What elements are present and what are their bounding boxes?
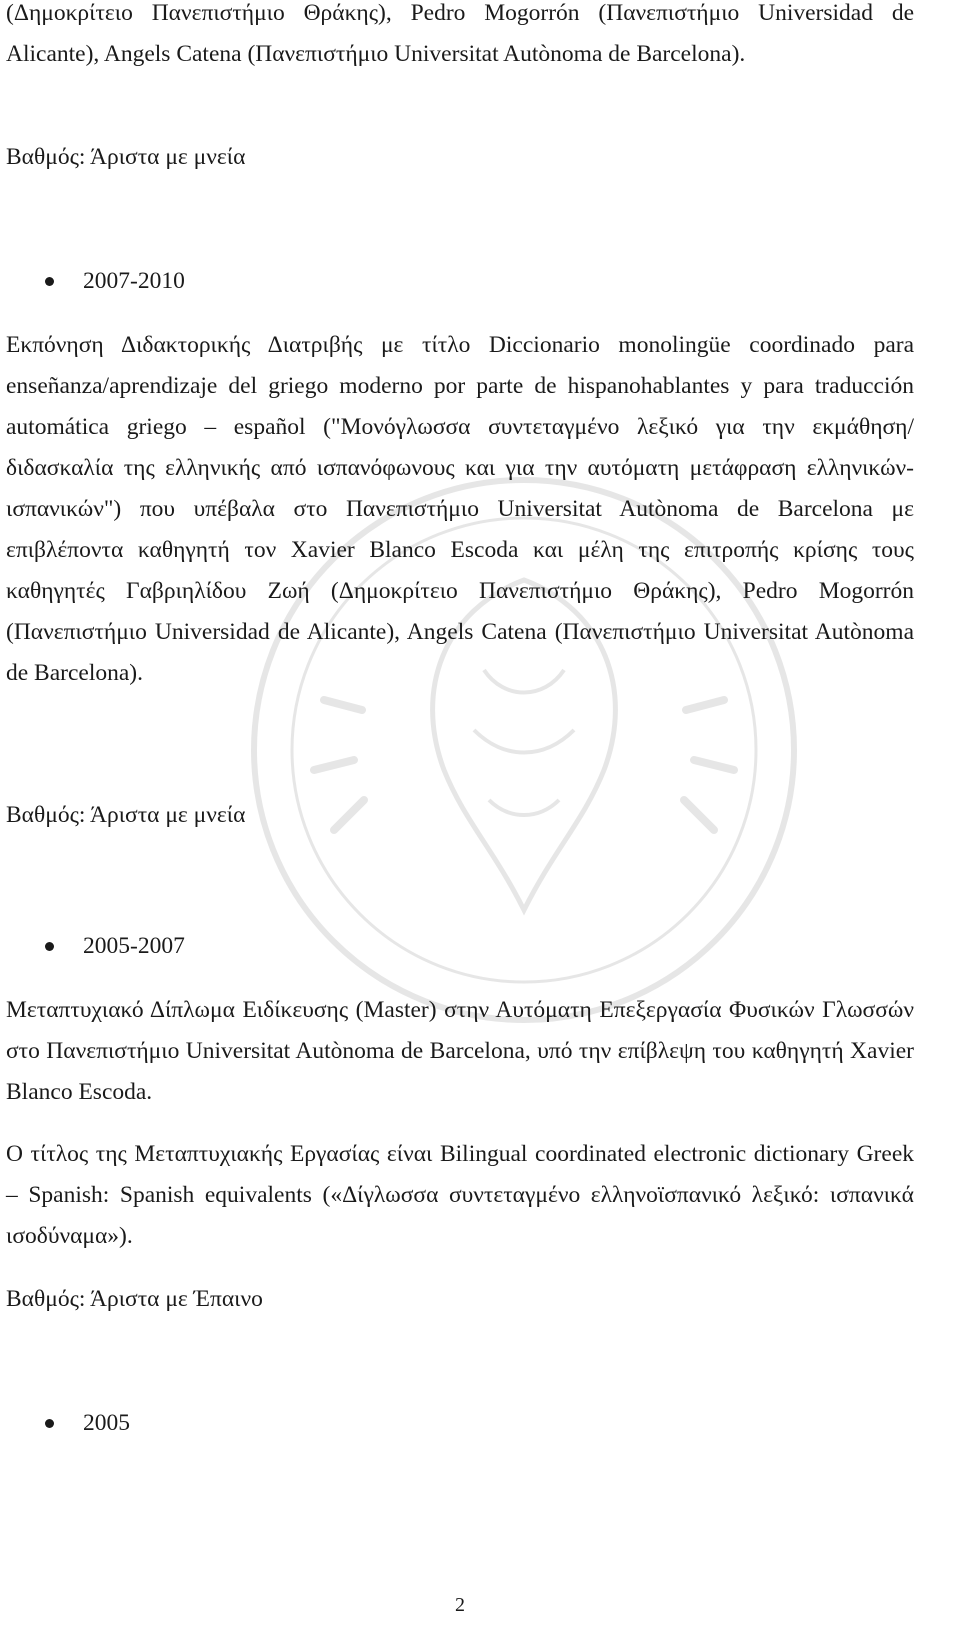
entry-years: 2005: [83, 1410, 130, 1436]
document-page: [6, 0, 914, 1643]
entry-years: 2005-2007: [83, 933, 185, 959]
entry-2007-2010-grade: Βαθμός: Άριστα με μνεία: [6, 802, 246, 828]
top-fragment-paragraph: (Δημοκρίτειο Πανεπιστήμιο Θράκης), Pedro Mogorrón (Πανεπιστήμιο Universidad de Alicante), Angels Catena (Πανεπιστήμιο Universitat Autònoma de Barcelona).: [6, 0, 914, 67]
entry-2007-2010-bullet: [6, 261, 914, 302]
entry-2007-2010-paragraph: Εκπόνηση Διδακτορικής Διατριβής με τίτλο Diccionario monolingüe coordinado para enseñanza/aprendizaje del griego moderno por parte de hispanohablantes y para traducción automática griego – español ("Μονόγλωσσα συντεταγμένο λεξικό για την εκμάθηση/διδασκαλία της ελληνικής από ισπανόφωνους και για την αυτόματη μετάφραση ελληνικών-ισπανικών") που υπέβαλα στο Πανεπιστήμιο Universitat Autònoma de Barcelona με επιβλέποντα καθηγητή τον Xavier Blanco Escoda και μέλη της επιτροπής κρίσης τους καθηγητές Γαβριηλίδου Ζωή (Δημοκρίτειο Πανεπιστήμιο Θράκης), Pedro Mogorrón (Πανεπιστήμιο Universidad de Alicante), Angels Catena (Πανεπιστήμιο Universitat Autònoma de Barcelona).: [6, 332, 914, 686]
entry-2005-2007-paragraph-2: Ο τίτλος της Μεταπτυχιακής Εργασίας είναι Bilingual coordinated electronic dictionary Greek – Spanish: Spanish equivalents («Δίγλωσσα συντεταγμένο ελληνοϊσπανικό λεξικό: ισπανικά ισοδύναμα»).: [6, 1141, 914, 1249]
bullet-icon: [45, 1419, 54, 1428]
bullet-icon: [45, 277, 54, 286]
entry-2005-2007-paragraph-1: Μεταπτυχιακό Δίπλωμα Ειδίκευσης (Master) στην Αυτόματη Επεξεργασία Φυσικών Γλωσσών στο Πανεπιστήμιο Universitat Autònoma de Barcelona, υπό την επίβλεψη του καθηγητή Xavier Blanco Escoda.: [6, 997, 914, 1105]
bullet-icon: [45, 942, 54, 951]
top-grade: Βαθμός: Άριστα με μνεία: [6, 144, 246, 170]
entry-years: 2007-2010: [83, 268, 185, 294]
page-number: 2: [455, 1594, 465, 1616]
entry-2005-2007-grade: Βαθμός: Άριστα με Έπαινο: [6, 1286, 263, 1312]
entry-2005-2007-bullet: [6, 926, 914, 967]
entry-2005-bullet: [6, 1403, 914, 1444]
